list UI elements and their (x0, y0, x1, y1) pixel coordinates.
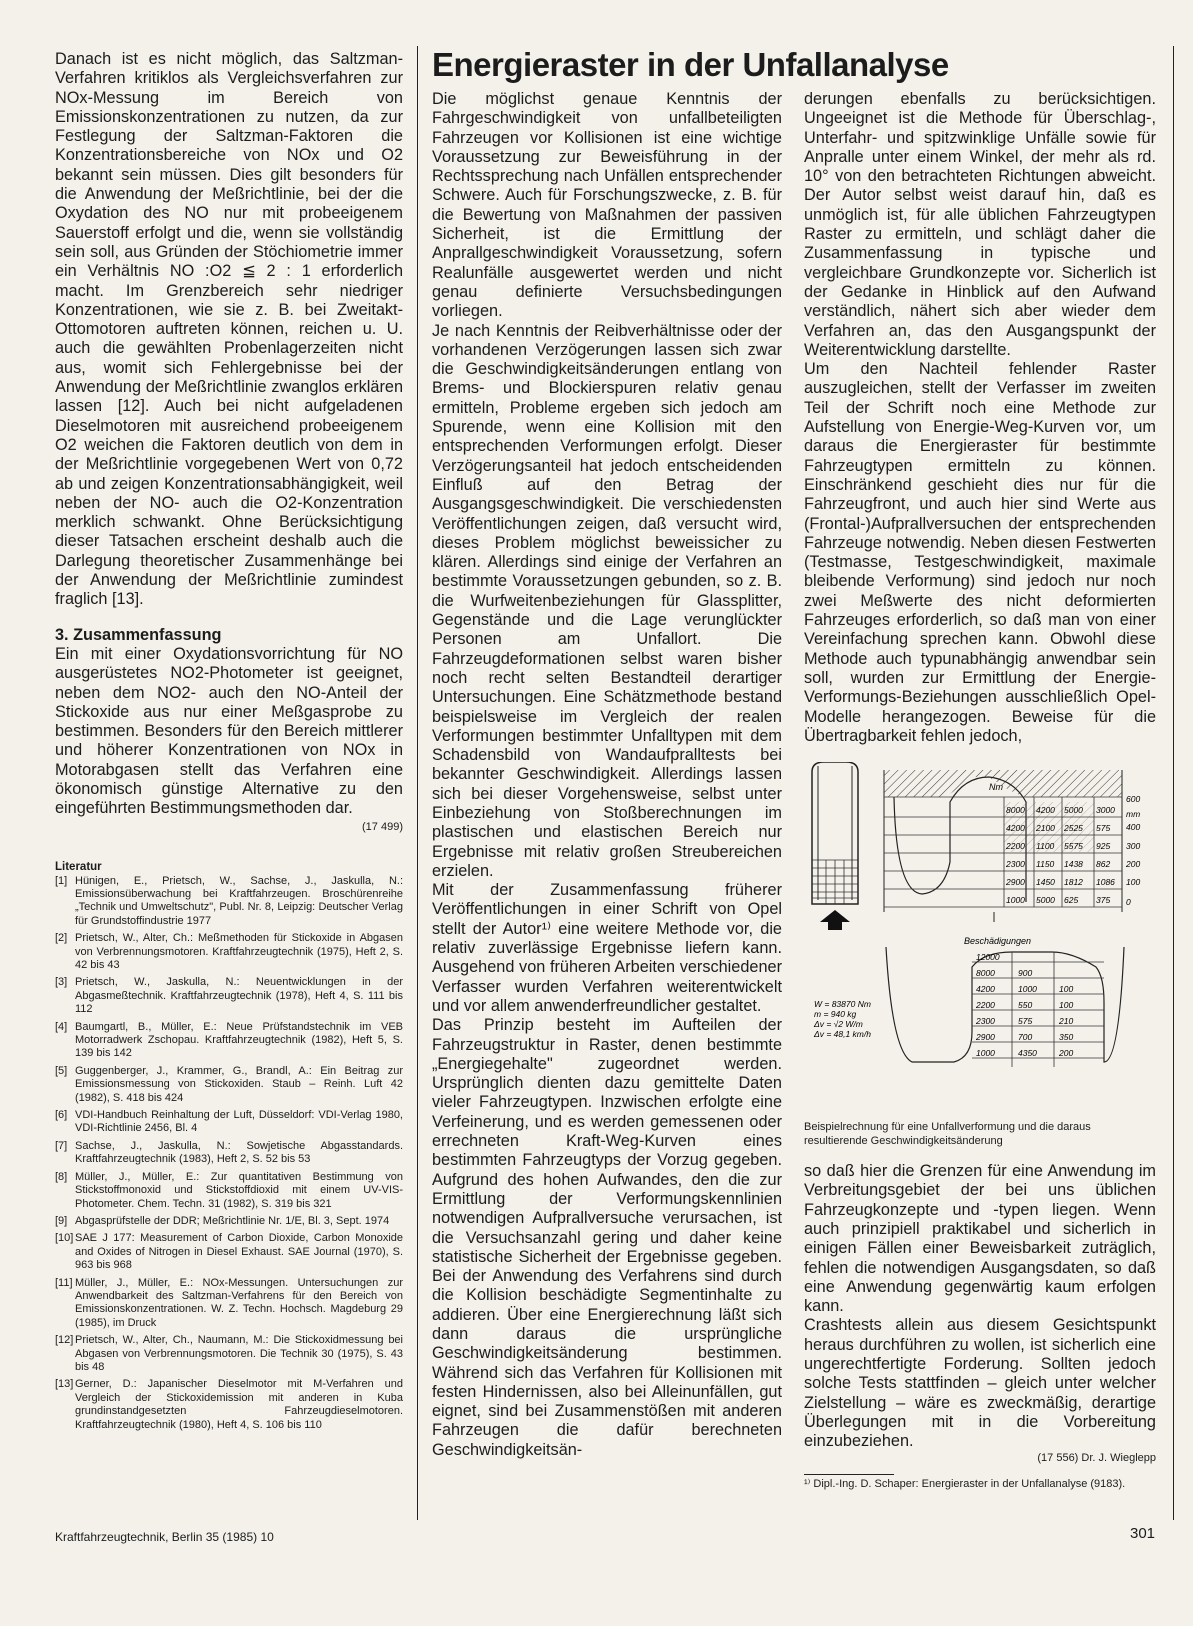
reference-number: [8] (55, 1170, 68, 1183)
article-number: (17 499) (362, 820, 403, 833)
grid-value: 2900 (1006, 877, 1025, 888)
reference-item (55, 1277, 403, 1331)
axis-label: 600 (1126, 794, 1141, 805)
formula-line: Δv = 48,1 km/h (814, 1029, 871, 1040)
axis-label: 300 (1126, 841, 1141, 852)
impact-arrow-icon (820, 910, 850, 930)
paragraph: Mit der Zusammenfassung früherer Veröffentlichungen in einer Schrift von Opel stellt der Autor¹⁾ eine weitere Methode vor, die relativ zuverlässige Ergebnisse liefern kann. Ausgehend von früheren Arbeiten verschiedener Verfasser wurden Verfahren weiterentwickelt und vor allem anwenderfreundlicher gestaltet. (432, 881, 782, 1015)
reference-item (55, 1215, 403, 1228)
middle-column (432, 90, 782, 1460)
reference-text: Müller, J., Müller, E.: Zur quantitativen Bestimmung von Stickstoffmonoxid und Stickstoffdioxid mit einem UV-VIS-Photometer. Chem. Techn. 31 (1982), S. 319 bis 321 (75, 1170, 403, 1210)
axis-label: 100 (1126, 877, 1141, 888)
damage-value: 575 (1018, 1016, 1033, 1027)
reference-item (55, 1334, 403, 1374)
grid-value: 3000 (1096, 805, 1115, 816)
damage-value: 4350 (1018, 1048, 1037, 1059)
damage-value: 550 (1018, 1000, 1033, 1011)
damage-value: 700 (1018, 1032, 1033, 1043)
figure-graphic (804, 762, 1156, 1117)
reference-number: [6] (55, 1109, 68, 1122)
reference-item (55, 1021, 403, 1061)
vehicle-outline (812, 762, 858, 930)
reference-number: [4] (55, 1020, 68, 1033)
reference-item (55, 1171, 403, 1211)
energy-raster-figure (804, 762, 1156, 1117)
grid-value: 1438 (1064, 859, 1083, 870)
grid-value: 625 (1064, 895, 1079, 906)
axis-label: 0 (1126, 897, 1131, 908)
reference-item (55, 1109, 403, 1136)
reference-text: Guggenberger, J., Krammer, G., Brandl, A.: Ein Beitrag zur Emissionsmessung von Stickoxiden. Staub – Reinh. Luft 42 (1982), S. 418 bis 424 (75, 1064, 403, 1104)
paragraph: derungen ebenfalls zu berücksichtigen. Ungeeignet ist die Methode für Überschlag-, Unterfahr- und spitzwinklige Unfälle sowie für Anpralle unter einem Winkel, der mehr als rd. 10° von den betrachteten Richtungen abweicht. Der Autor selbst weist darauf hin, daß es unmöglich ist, für alle üblichen Fahrzeugtypen Raster zu ermitteln, und schlägt daher die Zusammenfassung in typische und vergleichbare Grundkonzepte vor. Sicherlich ist der Gedanke in Hinblick auf den Aufwand verständlich, nähert sich aber wieder dem Verfahren an, das den Ausgangspunkt der Weiterentwicklung darstellte. (804, 90, 1156, 359)
formula-line: m = 940 kg (814, 1009, 857, 1020)
column-rule-2 (1173, 46, 1174, 1520)
damage-value: 1000 (1018, 984, 1037, 995)
reference-number: [12] (55, 1334, 74, 1347)
grid-value: 862 (1096, 859, 1111, 870)
damage-value: 900 (1018, 968, 1033, 979)
paragraph: so daß hier die Grenzen für eine Anwendung im Verbreitungsgebiet der bei uns üblichen Fahrzeugkonzepte und -typen liegen. Wenn auch prinzipiell praktikabel und sicherlich in einigen Fällen einer Beweisbarkeit zuträglich, fehlen die notwendigen Ausgangsdaten, so daß eine Anwendung gegenwärtig kaum erfolgen kann. (804, 1162, 1156, 1316)
section-heading: 3. Zusammenfassung (55, 625, 222, 644)
footnote-rule (804, 1474, 894, 1475)
reference-text: Hünigen, E., Prietsch, W., Sachse, J., Jaskulla, N.: Emissionsüberwachung bei Kraftfahrzeugen. Broschürenreihe „Technik und Umweltschutz", Publ. Nr. 8, Leipzig: Deutscher Verlag für Grundstoffindustrie 1977 (75, 874, 403, 927)
axis-label: 400 (1126, 822, 1141, 833)
grid-value: 2300 (1006, 859, 1025, 870)
grid-value: 1450 (1036, 877, 1055, 888)
reference-text: Müller, J., Müller, E.: NOx-Messungen. Untersuchungen zur Anwendbarkeit des Saltzman-Verfahrens für den Bereich von Emissionskonzentrationen. W. Z. Techn. Hochsch. Magdeburg 29 (1985), im Druck (75, 1276, 403, 1329)
grid-value: 1100 (1036, 841, 1055, 852)
reference-number: [9] (55, 1214, 68, 1227)
grid-value: 1812 (1064, 877, 1083, 888)
grid-value: 8000 (1006, 805, 1025, 816)
reference-number: [3] (55, 976, 68, 989)
damage-title: Beschädigungen (964, 936, 1032, 947)
grid-value: 5000 (1064, 805, 1083, 816)
damage-chart (813, 936, 1124, 1067)
reference-number: [5] (55, 1064, 68, 1077)
reference-number: [1] (55, 874, 68, 887)
reference-item (55, 875, 403, 929)
grid-value: 2200 (1006, 841, 1025, 852)
damage-value: 210 (1059, 1016, 1074, 1027)
grid-value: 5000 (1036, 895, 1055, 906)
reference-text: Baumgartl, B., Müller, E.: Neue Prüfstandstechnik im VEB Motorradwerk Zschopau. Kraftfahrzeugtechnik (1982), Heft 5, S. 139 bis 142 (75, 1020, 403, 1060)
article-title: Energieraster in der Unfallanalyse (432, 46, 949, 83)
reference-number: [11] (55, 1276, 73, 1289)
references-list (55, 875, 403, 1432)
damage-value: 2300 (976, 1016, 995, 1027)
reference-text: Gerner, D.: Japanischer Dieselmotor mit M-Verfahren und Vergleich der Stickoxidemission mit anderen in Kuba grundinstandgesetzten Fahrzeugdieselmotoren. Kraftfahrzeugtechnik (1980), Heft 4, S. 106 bis 110 (75, 1378, 403, 1431)
reference-text: VDI-Handbuch Reinhaltung der Luft, Düsseldorf: VDI-Verlag 1980, VDI-Richtlinie 2456, Bl. 4 (75, 1109, 403, 1135)
grid-value: 4200 (1036, 805, 1055, 816)
reference-text: Sachse, J., Jaskulla, N.: Sowjetische Abgasstandards. Kraftfahrzeugtechnik (1983), Heft 2, S. 52 bis 53 (75, 1139, 403, 1166)
right-axis-labels (1125, 794, 1140, 907)
grid-value: 4200 (1006, 823, 1025, 834)
reference-text: Prietsch, W., Alter, Ch.: Meßmethoden für Stickoxide in Abgasen von Verbrennungsmotoren. Kraftfahrzeugtechnik (1975), Heft 2, S. 42 bis 43 (75, 932, 403, 972)
left-column (55, 50, 403, 1436)
figure-caption: Beispielrechnung für eine Unfallverformung und die daraus resultierende Geschwindigkeitsänderung (804, 1121, 1091, 1147)
paragraph: Um den Nachteil fehlender Raster auszugleichen, stellt der Verfasser im zweiten Teil der Schrift noch eine Methode zur Aufstellung von Energie-Weg-Kurven vor, um daraus die Energieraster für bestimmte Fahrzeugtypen ermitteln zu können. Einschränkend geschieht dies nur für die Fahrzeugfront, und auch hier sind Werte aus (Frontal-)Aufprallversuchen der entsprechenden Fahrzeuge notwendig. Neben diesen Festwerten (Testmasse, Testgeschwindigkeit, maximale bleibende Verformung) sind jedoch nur noch zwei Meßwerte des nicht deformierten Fahrzeuges erforderlich, so daß man von einer Vereinfachung sprechen kann. Obwohl diese Methode auch typunabhängig anwendbar sein soll, wurden zur Ermittlung der Energie-Verformungs-Beziehungen ausschließlich Opel-Modelle herangezogen. Beweise für die Übertragbarkeit fehlen jedoch, (804, 360, 1156, 745)
references-title: Literatur (55, 860, 102, 873)
damage-value: 350 (1059, 1032, 1074, 1043)
damage-value: 2900 (976, 1032, 995, 1043)
reference-number: [13] (55, 1378, 74, 1391)
top-energy-chart (884, 770, 1140, 922)
reference-text: SAE J 177: Measurement of Carbon Dioxide, Carbon Monoxide and Oxides of Nitrogen in Diesel Exhaust. SAE Journal (1970), S. 963 bis 968 (75, 1232, 403, 1272)
reference-item (55, 1378, 403, 1432)
reference-text: Abgasprüfstelle der DDR; Meßrichtlinie Nr. 1/E, Bl. 3, Sept. 1974 (75, 1214, 390, 1227)
axis-label: mm (1126, 809, 1141, 820)
unit-label: Nm (989, 782, 1003, 793)
grid-value: 5575 (1064, 841, 1083, 852)
grid-value: 575 (1096, 823, 1111, 834)
page-number: 301 (1130, 1525, 1156, 1542)
damage-value: 200 (1059, 1048, 1074, 1059)
grid-value: 2525 (1064, 823, 1083, 834)
damage-value: 100 (1059, 1000, 1074, 1011)
grid-value: 375 (1096, 895, 1111, 906)
author-signature: (17 556) Dr. J. Wieglepp (1037, 1451, 1156, 1464)
journal-footer: Kraftfahrzeugtechnik, Berlin 35 (1985) 10 (55, 1530, 274, 1544)
right-column (804, 90, 1156, 1491)
damage-value: 8000 (976, 968, 995, 979)
damage-value: 100 (1059, 984, 1074, 995)
damage-value: 4200 (976, 984, 995, 995)
paragraph: Je nach Kenntnis der Reibverhältnisse oder der vorhandenen Verzögerungen lassen sich zwar die Geschwindigkeitsänderungen entlang von Brems- und Blockierspuren relativ genau ermitteln, Probleme ergeben sich jedoch am Spurende, wenn eine Kollision mit den entsprechenden Verformungen erfolgt. Dieser Verzögerungsanteil hat jedoch entscheidenden Einfluß auf den Betrag der Ausgangsgeschwindigkeit. Die verschiedensten Veröffentlichungen zeigen, daß versucht wird, dieses Problem möglichst beweissicher zu klären. Allerdings sind einige der Verfahren an bestimmte Voraussetzungen gebunden, so z. B. die Wurfweitenbeziehungen für Glassplitter, Gegenstände und die Lage verunglückter Personen am Unfallort. Die Fahrzeugdeformationen selbst waren bisher noch recht selten Bestandteil derartiger Untersuchungen. Eine Schätzmethode bestand beispielsweise im Vergleich der realen Verformungen bestimmter Unfalltypen mit dem Schadensbild von Wandaufpralltests bei bekannter Geschwindigkeit. Allerdings lassen sich bei dieser Vorgehensweise, selbst unter Einbeziehung von Stoßberechnungen im plastischen und elastischen Bereich nur Ergebnisse mit relativ großen Streubereichen erzielen. (432, 321, 782, 880)
paragraph: Ein mit einer Oxydationsvorrichtung für NO ausgerüstetes NO2-Photometer ist geeignet, neben dem NO2- auch den NO-Anteil der Stickoxide aus nur einer Meßgasprobe zu bestimmen. Besonders für den Bereich mittlerer und höherer Konzentrationen von NOx in Motorabgasen stellt das Verfahren eine ökonomisch günstige Alternative zu den eingeführten Bestimmungsmethoden dar. (55, 644, 403, 818)
formula-line: Δv = √2 W/m (814, 1019, 863, 1030)
reference-text: Prietsch, W., Alter, Ch., Naumann, M.: Die Stickoxidmessung bei Abgasen von Verbrennungsmotoren. Die Technik 30 (1975), S. 43 bis 48 (75, 1334, 403, 1373)
grid-value: 2100 (1036, 823, 1055, 834)
grid-value: 925 (1096, 841, 1111, 852)
reference-number: [10] (55, 1232, 74, 1245)
paragraph: Die möglichst genaue Kenntnis der Fahrgeschwindigkeit von unfallbeteiligten Fahrzeugen vor Kollisionen ist eine wichtige Voraussetzung zur Beweisführung in der Rechtssprechung nach Unfällen entsprechender Schwere. Auch für Forschungszwecke, z. B. für die Bewertung von Maßnahmen der passiven Sicherheit, ist die Ermittlung der Anprallgeschwindigkeit Voraussetzung, sofern Realunfälle ausgewertet werden und nicht genau definierte Versuchsbedingungen vorliegen. (432, 90, 782, 321)
reference-item (55, 976, 403, 1016)
damage-value: 1000 (976, 1048, 995, 1059)
reference-text: Prietsch, W., Jaskulla, N.: Neuentwicklungen in der Abgasmeßtechnik. Kraftfahrzeugtechnik (1978), Heft 4, S. 111 bis 112 (75, 976, 403, 1016)
paragraph: Danach ist es nicht möglich, das Saltzman-Verfahren kritiklos als Vergleichsverfahren zur NOx-Messung im Bereich von Emissionskonzentrationen zu nutzen, da zur Festlegung der Saltzman-Faktoren die Konzentrationsbereiche von NOx und O2 bekannt sein müssen. Dies gilt besonders für die Anwendung der Meßrichtlinie, bei der die Oxydation des NO nur mit probeeigenem Sauerstoff erfolgt und die, wenn sie vollständig sein soll, aus Gründen der Stöchiometrie immer ein Verhältnis NO :O2 ≦ 2 : 1 erforderlich macht. Im Grenzbereich sehr niedriger Konzentrationen, wie sie z. B. bei Zweitakt-Ottomotoren auftreten können, reichen u. U. auch die gewählten Probenlagerzeiten nicht aus, womit sich Fehlergebnisse bei der Anwendung der Meßrichtlinie zwanglos erklären lassen [12]. Auch bei nicht aufgeladenen Dieselmotoren mit ausreichend probeeigenem O2 weichen die Faktoren deutlich von dem in der Meßrichtlinie vorgegebenen Wert von 0,72 ab und zeigen Konzentrationsabhängigkeit, weil neben der NO- auch die O2-Konzentration merklich schwankt. Ohne Berücksichtigung dieser Tatsachen erscheint deshalb auch die Darlegung theoretischer Zusammenhänge bei der Anwendung der Meßrichtlinie zumindest fraglich [13]. (55, 50, 403, 609)
reference-item (55, 1140, 403, 1167)
damage-value: 2200 (976, 1000, 995, 1011)
reference-item (55, 932, 403, 972)
formula-block (813, 999, 871, 1039)
reference-number: [7] (55, 1139, 68, 1152)
grid-value: 1000 (1006, 895, 1025, 906)
damage-value: 12000 (976, 952, 1000, 963)
paragraph: Das Prinzip besteht im Aufteilen der Fahrzeugstruktur in Raster, denen bestimmte „Energiegehalte" zugeordnet werden. Ursprünglich dienten dazu gemittelte Daten vieler Fahrzeugtypen. Inzwischen erfolgte eine Verfeinerung, und es werden gemessenen oder errechneten Kraft-Weg-Kurven eines bestimmten Fahrzeugtyps der Vorzug gegeben. Aufgrund des hohen Aufwandes, den die zur Ermittlung der Verformungskennlinien notwendigen Aufprallversuche verursachen, ist die Versuchsanzahl gering und daher keine statistische Sicherheit der Ergebnisse gegeben. Bei der Anwendung des Verfahrens sind durch die Kollision beschädigte Segmentinhalte zu addieren. Über eine Energierechnung läßt sich dann daraus die ursprüngliche Geschwindigkeitsänderung bestimmen. Während sich das Verfahren für Kollisionen mit festen Hindernissen, also bei Alleinunfällen, gut eignet, sind bei Zusammenstößen mit anderen Fahrzeugen die dafür berechneten Geschwindigkeitsän- (432, 1016, 782, 1459)
paragraph: Crashtests allein aus diesem Gesichtspunkt heraus durchführen zu wollen, ist sicherlich eine ungerechtfertigte Forderung. Sollten jedoch solche Tests stattfinden – gleich unter welcher Zielstellung – wäre es zweckmäßig, derartige Überlegungen mit in die Vorbereitung einzubeziehen. (804, 1316, 1156, 1451)
grid-value: 1150 (1036, 859, 1055, 870)
grid-value: 1086 (1096, 877, 1115, 888)
reference-item (55, 1065, 403, 1105)
reference-item (55, 1232, 403, 1272)
column-rule-1 (417, 46, 418, 1520)
footnote: ¹⁾ Dipl.-Ing. D. Schaper: Energieraster in der Unfallanalyse (9183). (804, 1477, 1126, 1490)
reference-number: [2] (55, 932, 68, 945)
formula-line: W = 83870 Nm (814, 999, 871, 1010)
axis-label: 200 (1126, 859, 1141, 870)
